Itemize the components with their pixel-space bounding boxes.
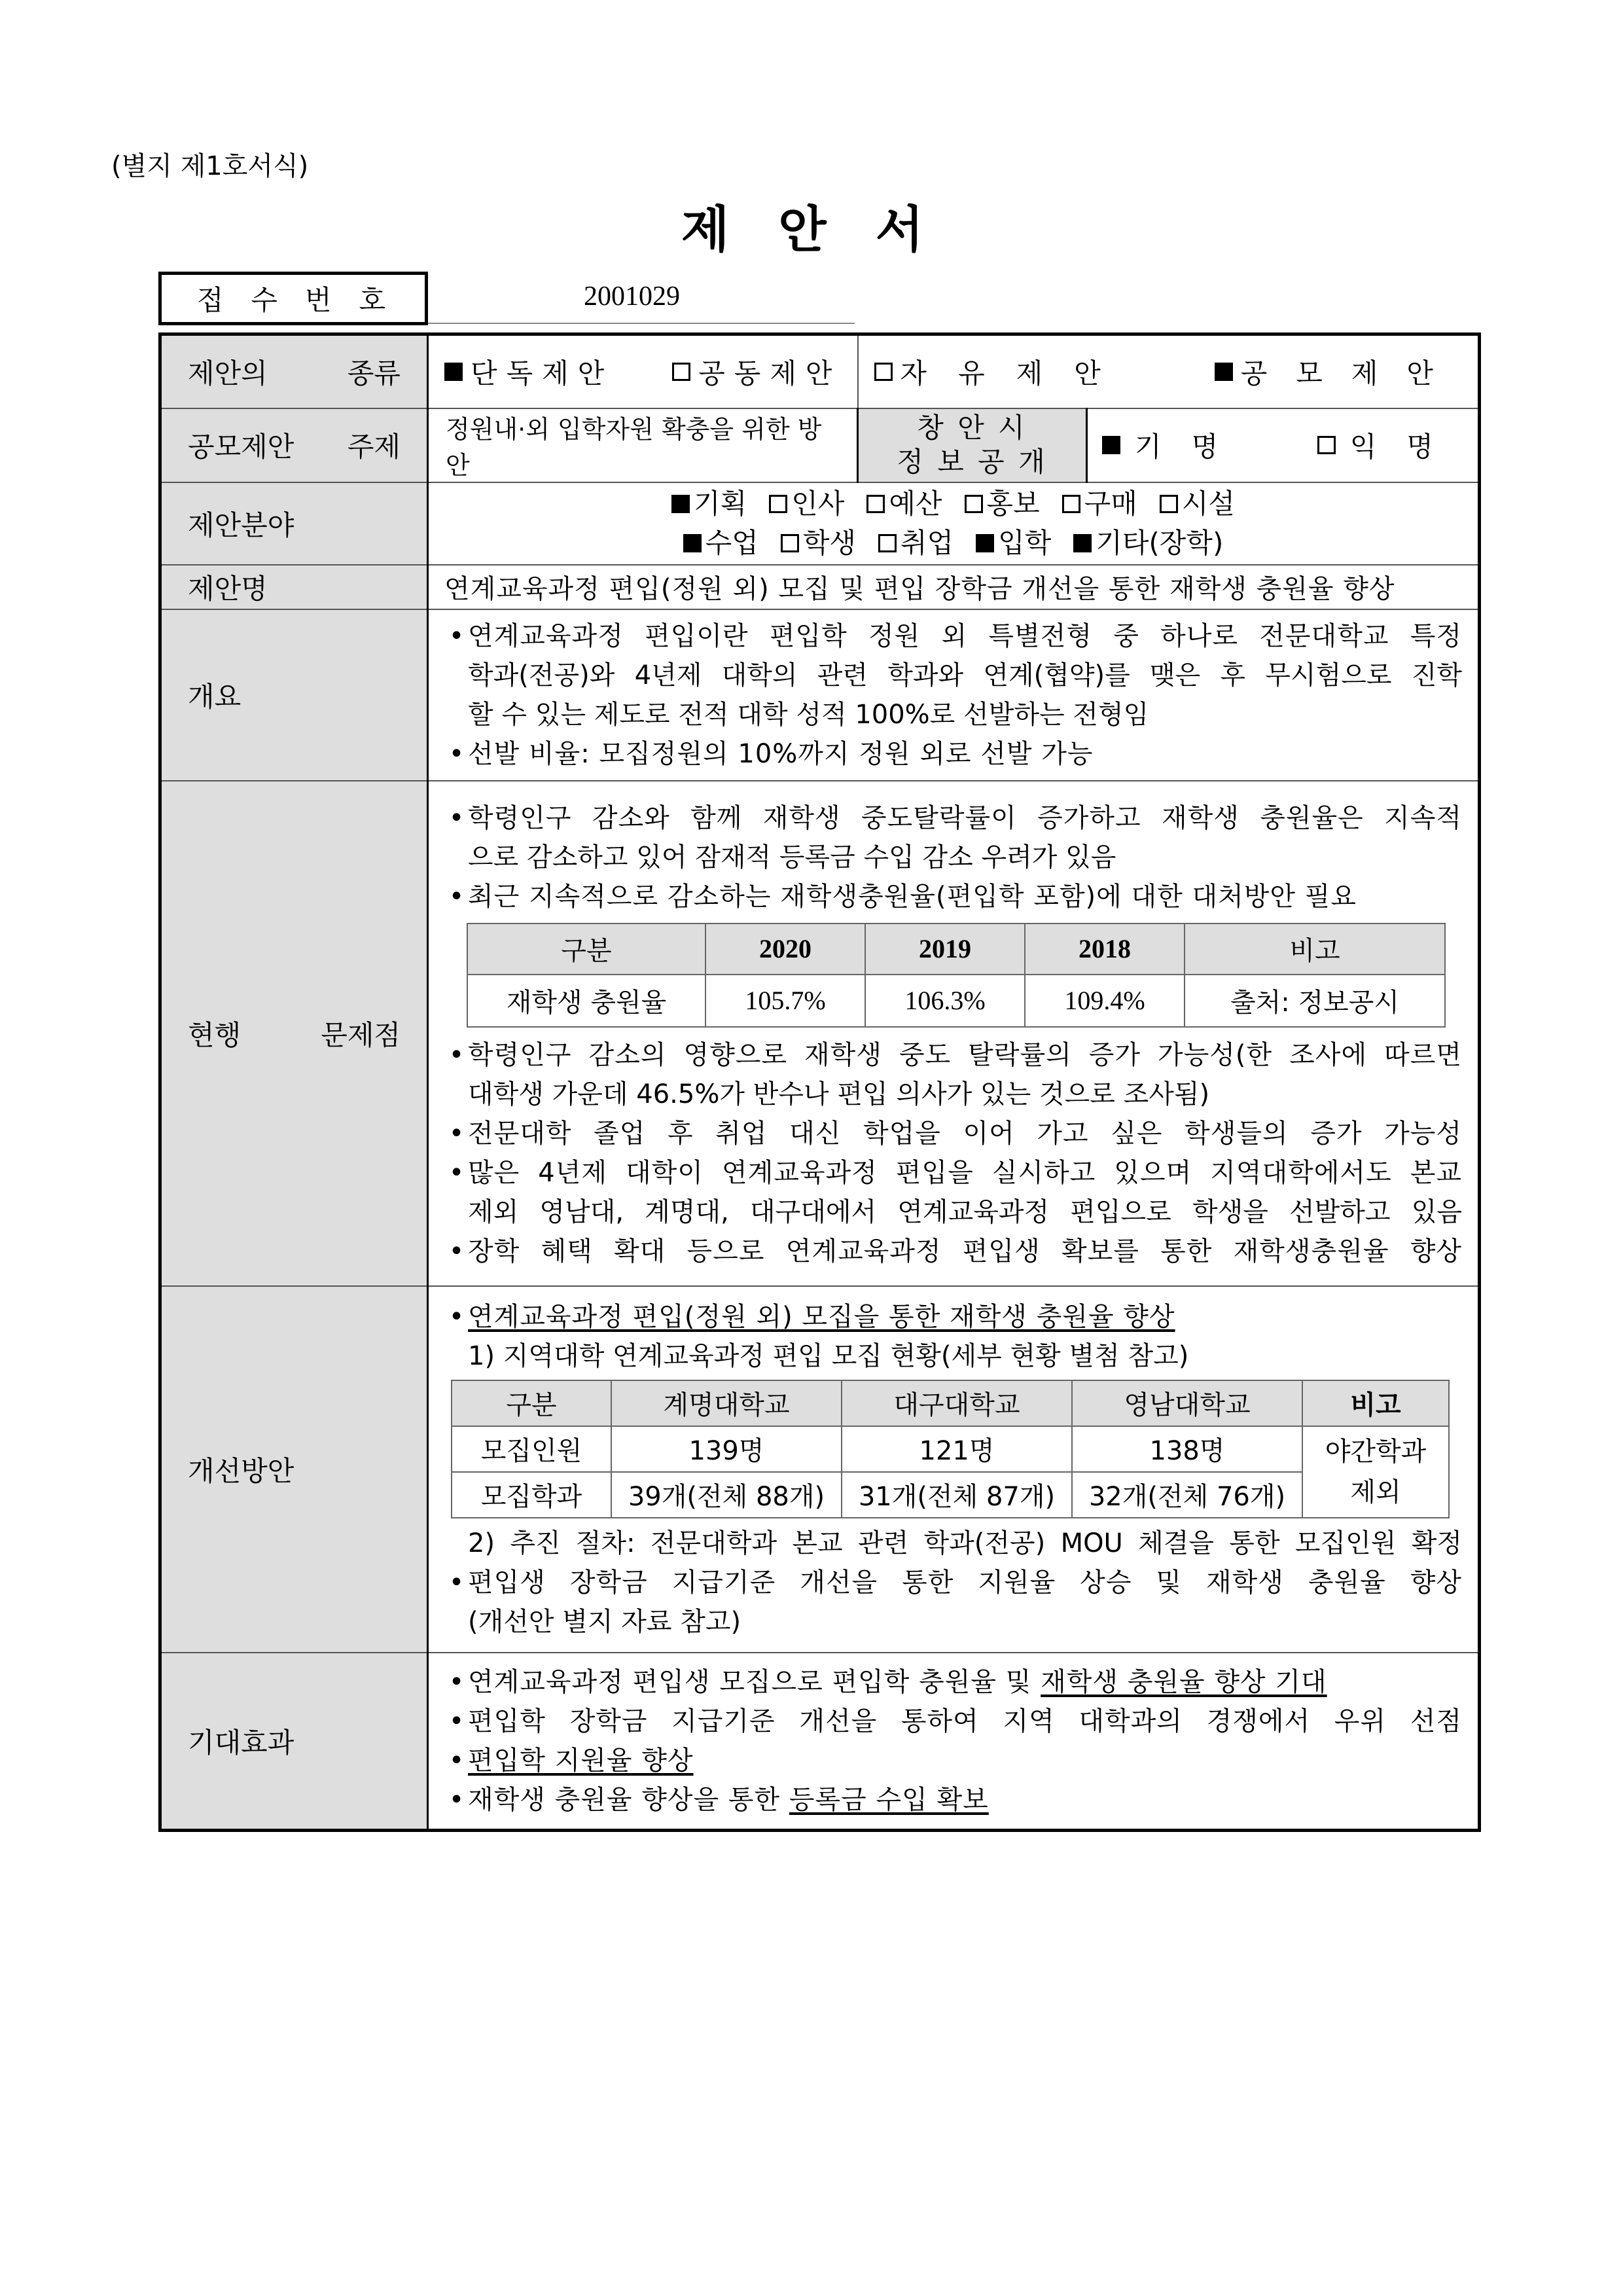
regional-university-table: [451, 1380, 1450, 1518]
list-item-continued: 제외 영남대, 계명대, 대구대에서 연계교육과정 편입으로 학생을 선발하고 있음: [468, 1196, 1462, 1227]
type-group-solo-joint: [428, 334, 858, 408]
label-proposal-type: 제안의 종류: [160, 334, 428, 408]
checkbox-empty-icon: [1317, 436, 1336, 454]
field-option-5[interactable]: [1062, 484, 1137, 524]
option-named[interactable]: 기명: [1102, 425, 1248, 465]
table-cell: 32개(전체 76개): [1072, 1472, 1302, 1518]
label-current-problems: 현행 문제점: [160, 781, 428, 1286]
table-header-cell: 2019: [865, 924, 1025, 975]
checkbox-checked-icon: [1073, 534, 1092, 552]
option-contest[interactable]: 공모제안: [1215, 352, 1462, 391]
receipt-underline: [428, 323, 855, 324]
checkbox-empty-icon: [965, 495, 983, 513]
field-option-4[interactable]: [965, 484, 1040, 524]
type-group-free-contest: [858, 334, 1480, 408]
field-option-7[interactable]: [683, 524, 758, 563]
table-row: [452, 1472, 1449, 1518]
checkbox-empty-icon: [781, 534, 799, 552]
list-item-continued: 할 수 있는 제도로 전적 대학 성적 100%로 선발하는 전형임: [468, 699, 1149, 730]
list-item: • 연계교육과정 편입생 모집으로 편입학 충원율 및 재학생 충원율 향상 기대: [448, 1666, 1327, 1697]
table-header-cell: 구분: [467, 924, 705, 975]
field-option-10[interactable]: [976, 524, 1051, 563]
list-item: • 최근 지속적으로 감소하는 재학생충원율(편입학 포함)에 대한 대처방안 필요: [448, 881, 1357, 912]
option-joint[interactable]: 공동제안: [672, 352, 841, 391]
table-cell: 121명: [842, 1426, 1072, 1472]
improvement-plan-content: [428, 1286, 1480, 1653]
current-problems-content: [428, 781, 1480, 1286]
table-header-cell: 대구대학교: [842, 1380, 1072, 1426]
checkbox-checked-icon: [683, 534, 702, 552]
list-item-continued: 으로 감소하고 있어 잠재적 등록금 수입 감소 우려가 있음: [468, 842, 1116, 872]
field-option-label: 구매: [1084, 487, 1137, 520]
list-item: • 전문대학 졸업 후 취업 대신 학업을 이어 가고 싶은 학생들의 증가 가능성: [448, 1118, 1462, 1149]
field-option-label: 시설: [1181, 487, 1235, 520]
row-improvement-plan: [160, 1286, 1480, 1653]
list-item-continued: 1) 지역대학 연계교육과정 편입 모집 현황(세부 현황 별첨 참고): [468, 1340, 1189, 1371]
checkbox-checked-icon: [444, 363, 463, 381]
checkbox-empty-icon: [672, 363, 690, 381]
row-proposal-field: [160, 482, 1480, 565]
table-cell: 106.3%: [865, 975, 1025, 1027]
table-cell: 출처: 정보공시: [1185, 975, 1445, 1027]
table-cell: 138명: [1072, 1426, 1302, 1472]
list-item-continued: 대학생 가운데 46.5%가 반수나 편입 의사가 있는 것으로 조사됨): [468, 1079, 1210, 1109]
list-item: • 학령인구 감소와 함께 재학생 중도탈락률이 증가하고 재학생 충원율은 지속적: [448, 802, 1462, 833]
label-expected-effect: 기대효과: [160, 1653, 428, 1831]
field-option-label: 학생: [802, 526, 856, 559]
field-option-9[interactable]: [878, 524, 954, 563]
table-row: [452, 1426, 1449, 1472]
field-option-label: 홍보: [986, 487, 1040, 520]
expected-effect-content: [428, 1653, 1480, 1831]
field-option-label: 입학: [998, 526, 1052, 559]
checkbox-checked-icon: [671, 495, 690, 513]
checkbox-checked-icon: [1102, 436, 1120, 454]
list-item: • 연계교육과정 편입(정원 외) 모집을 통한 재학생 충원율 향상: [448, 1301, 1175, 1332]
table-cell: 109.4%: [1025, 975, 1185, 1027]
table-header-cell: 계명대학교: [611, 1380, 842, 1426]
row-current-problems: [160, 781, 1480, 1286]
table-header-cell: 2020: [705, 924, 865, 975]
list-item: • 학령인구 감소의 영향으로 재학생 중도 탈락률의 증가 가능성(한 조사에 따르면: [448, 1039, 1462, 1070]
table-cell: 139명: [611, 1426, 842, 1472]
label-contest-topic: 공모제안 주제: [160, 408, 428, 482]
overview-content: [428, 609, 1480, 781]
row-overview: [160, 609, 1480, 781]
list-item: • 연계교육과정 편입이란 편입학 정원 외 특별전형 중 하나로 전문대학교 특정: [448, 620, 1462, 651]
label-proposal-name: 제안명: [160, 565, 428, 609]
row-contest-topic: [160, 408, 1480, 482]
table-header-cell: 비고: [1302, 1380, 1449, 1426]
list-item: • 재학생 충원율 향상을 통한 등록금 수입 확보: [448, 1784, 989, 1815]
field-option-2[interactable]: [769, 484, 844, 524]
list-item: • 선발 비율: 모집정원의 10%까지 정원 외로 선발 가능: [448, 738, 1094, 769]
field-option-label: 예산: [889, 487, 942, 520]
table-header-cell: 2018: [1025, 924, 1185, 975]
field-option-11[interactable]: [1073, 524, 1223, 563]
proposal-form-table: [158, 332, 1481, 1832]
checkbox-empty-icon: [878, 534, 897, 552]
table-cell: 모집학과: [452, 1472, 611, 1518]
field-option-label: 수업: [705, 526, 758, 559]
form-label: (별지 제1호서식): [111, 151, 309, 181]
field-option-1[interactable]: [671, 484, 747, 524]
field-option-label: 기타(장학): [1096, 526, 1224, 559]
checkbox-checked-icon: [1215, 363, 1233, 381]
row-proposal-name: [160, 565, 1480, 609]
list-item: • 많은 4년제 대학이 연계교육과정 편입을 실시하고 있으며 지역대학에서도 본교: [448, 1157, 1462, 1188]
label-proposal-field: 제안분야: [160, 482, 428, 565]
checkbox-checked-icon: [976, 534, 994, 552]
list-item: • 편입학 장학금 지급기준 개선을 통하여 지역 대학과의 경쟁에서 우위 선점: [448, 1706, 1462, 1736]
table-cell: 모집인원: [452, 1426, 611, 1472]
field-options-line1: [429, 484, 1478, 524]
checkbox-empty-icon: [874, 363, 893, 381]
checkbox-empty-icon: [1160, 495, 1178, 513]
field-option-6[interactable]: [1160, 484, 1235, 524]
field-option-label: 취업: [900, 526, 954, 559]
list-item-continued: 학과(전공)와 4년제 대학의 관련 학과와 연계(협약)를 맺은 후 무시험으로 진학: [468, 660, 1462, 691]
list-item-continued: 2) 추진 절차: 전문대학과 본교 관련 학과(전공) MOU 체결을 통한 모집인원 확정: [468, 1528, 1462, 1558]
field-option-3[interactable]: [866, 484, 942, 524]
option-solo[interactable]: 단독제안: [444, 352, 613, 391]
receipt-number-label: 접수번호: [158, 272, 428, 325]
table-row: [467, 975, 1445, 1027]
option-anonymous[interactable]: 익명: [1317, 425, 1463, 465]
enrollment-rate-table: [467, 923, 1446, 1028]
table-header-cell: 영남대학교: [1072, 1380, 1302, 1426]
table-header-row: [467, 924, 1445, 975]
contest-topic-value: 정원내·외 입학자원 확충을 위한 방안: [428, 408, 858, 482]
checkbox-empty-icon: [769, 495, 787, 513]
field-option-label: 기획: [694, 487, 747, 520]
table-cell: 105.7%: [705, 975, 865, 1027]
label-improvement-plan: 개선방안: [160, 1286, 428, 1653]
table-cell: 재학생 충원율: [467, 975, 705, 1027]
table-cell-note: 야간학과 제외: [1302, 1426, 1449, 1518]
row-expected-effect: [160, 1653, 1480, 1831]
option-free[interactable]: 자유제안: [874, 352, 1132, 391]
checkbox-empty-icon: [866, 495, 885, 513]
list-item: • 장학 혜택 확대 등으로 연계교육과정 편입생 확보를 통한 재학생충원율 향상: [448, 1236, 1462, 1266]
disclosure-options: [1087, 408, 1480, 482]
label-disclosure: 창 안 시 정 보 공 개: [858, 408, 1087, 482]
receipt-number-value: 2001029: [584, 281, 680, 312]
proposal-name-value: 연계교육과정 편입(정원 외) 모집 및 편입 장학금 개선을 통한 재학생 충원율 향상: [428, 565, 1480, 609]
field-options-line2: [429, 524, 1478, 563]
list-item: • 편입생 장학금 지급기준 개선을 통한 지원율 상승 및 재학생 충원율 향상: [448, 1567, 1462, 1598]
label-overview: 개요: [160, 609, 428, 781]
document-title: 제 안 서: [681, 203, 942, 258]
checkbox-empty-icon: [1062, 495, 1080, 513]
table-header-cell: 구분: [452, 1380, 611, 1426]
field-option-8[interactable]: [781, 524, 856, 563]
receipt-number-section: [158, 272, 855, 325]
field-options: [428, 482, 1480, 565]
table-header-row: [452, 1380, 1449, 1426]
table-cell: 39개(전체 88개): [611, 1472, 842, 1518]
table-cell: 31개(전체 87개): [842, 1472, 1072, 1518]
row-proposal-type: [160, 334, 1480, 408]
list-item: • 편입학 지원율 향상: [448, 1745, 694, 1776]
field-option-label: 인사: [791, 487, 845, 520]
list-item-continued: (개선안 별지 자료 참고): [468, 1606, 741, 1637]
table-header-cell: 비고: [1185, 924, 1445, 975]
